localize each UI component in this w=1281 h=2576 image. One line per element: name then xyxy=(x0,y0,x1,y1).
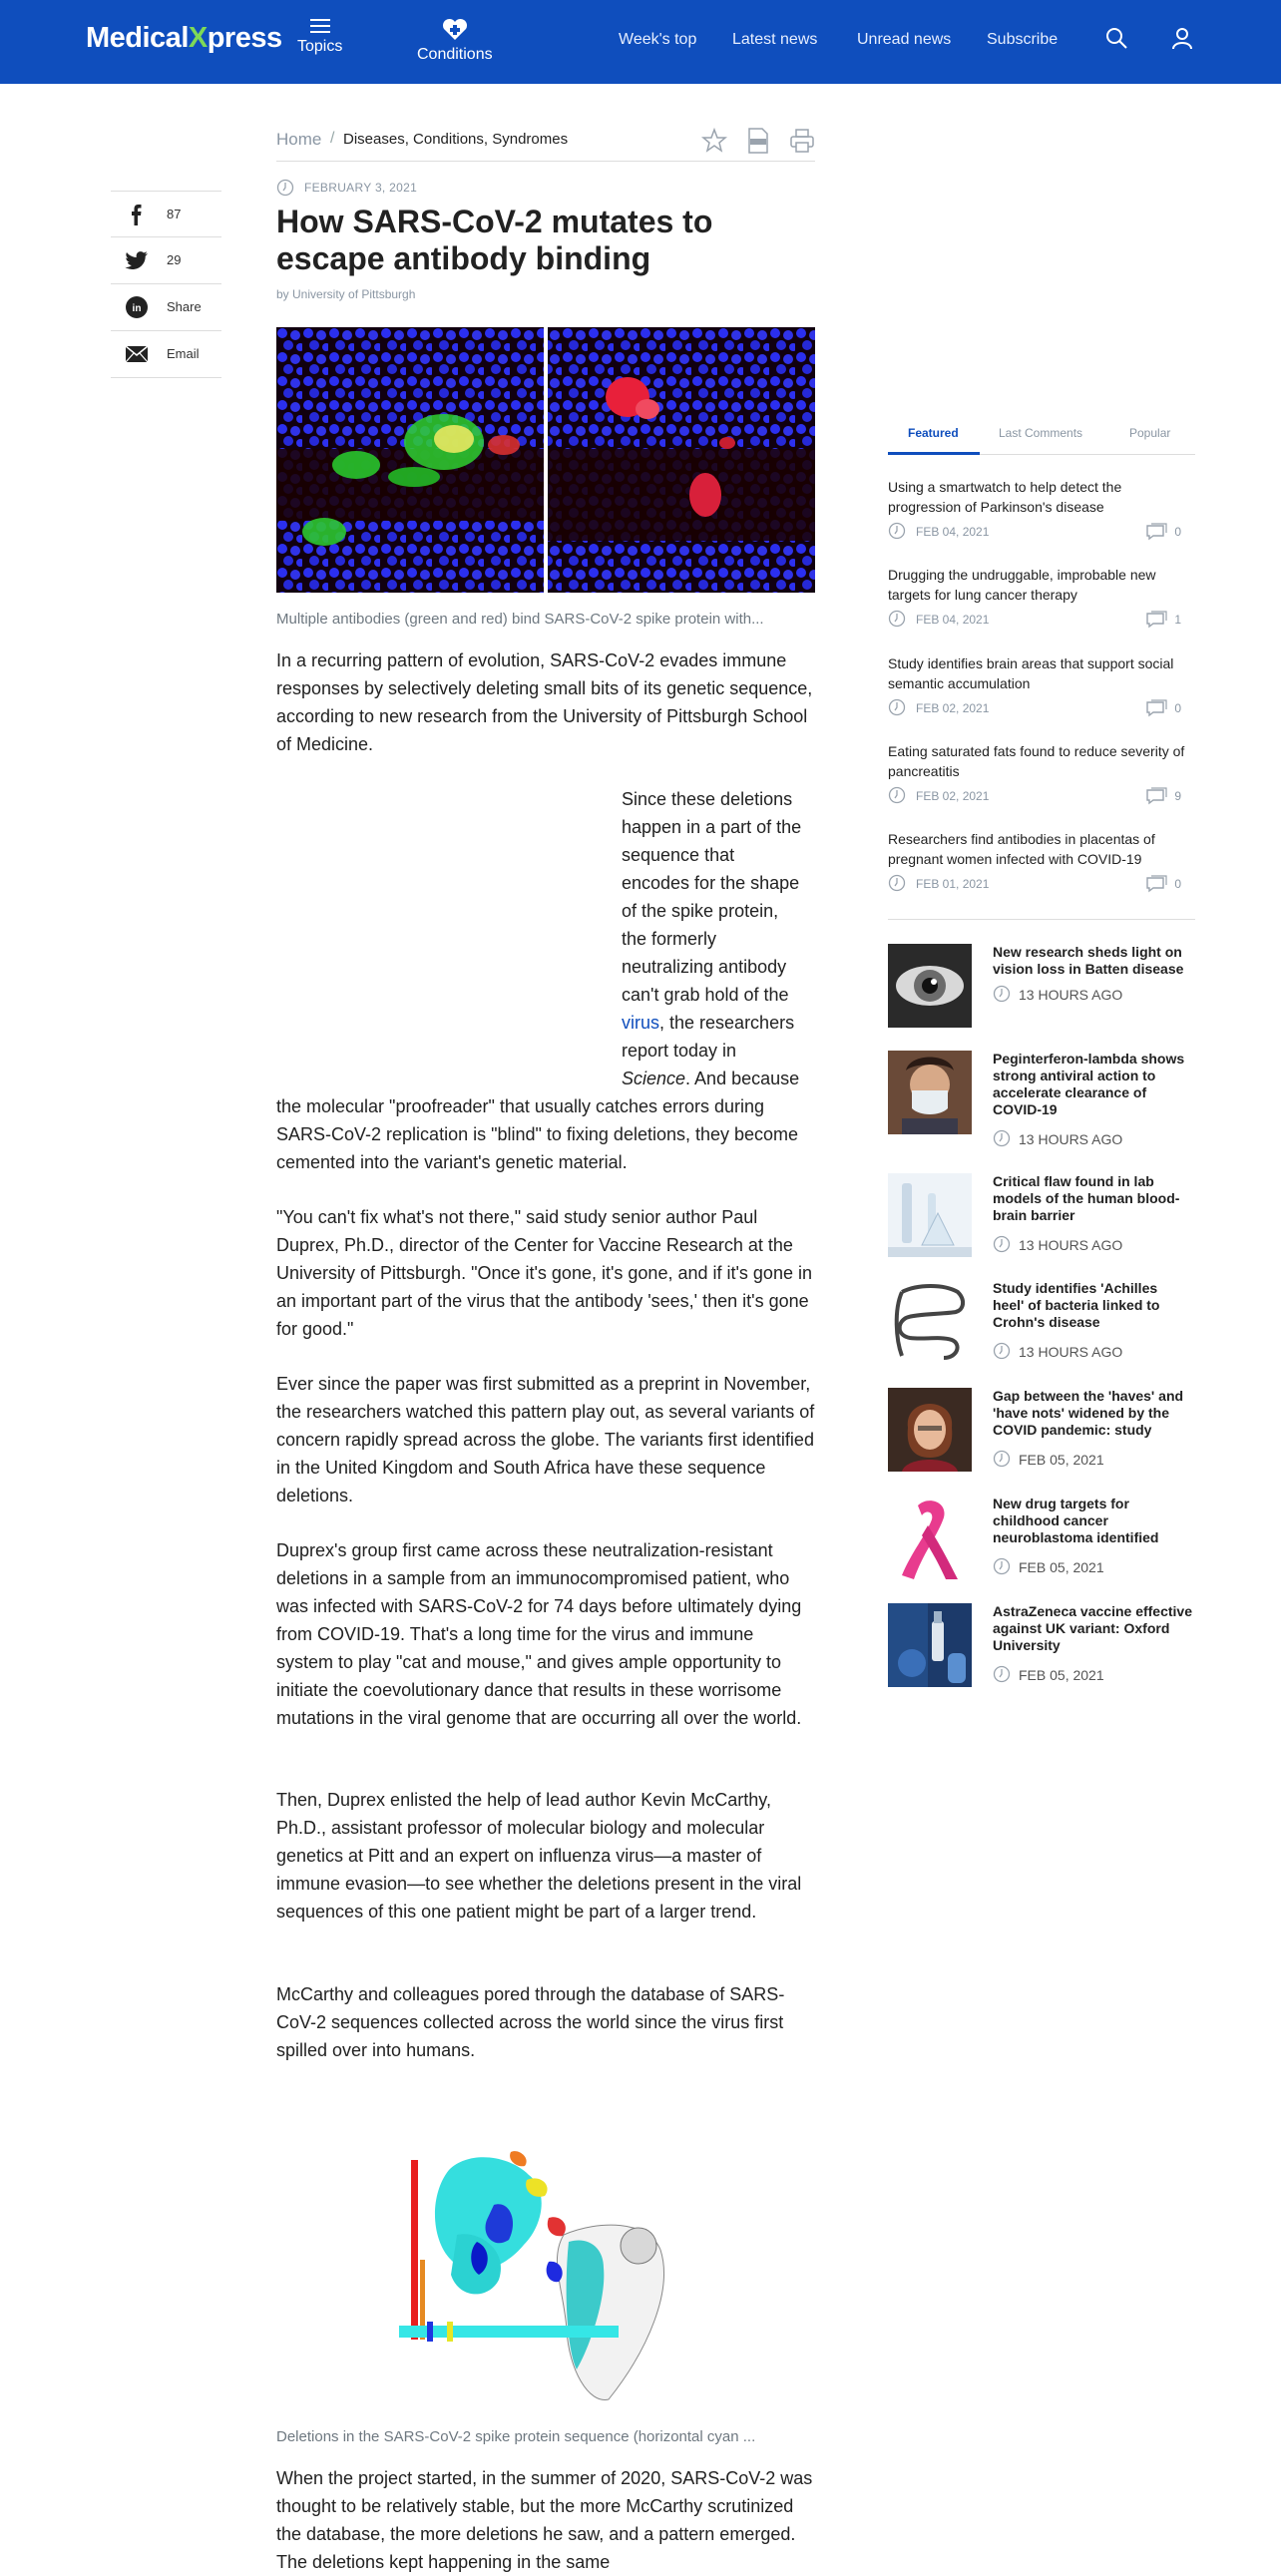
linkedin-label: Share xyxy=(167,299,202,314)
facebook-count: 87 xyxy=(167,207,182,221)
clock-icon xyxy=(888,698,906,716)
news-time-text: 13 HOURS AGO xyxy=(1019,1237,1123,1253)
news-title[interactable]: New research sheds light on vision loss in Batten disease xyxy=(993,944,1184,977)
article-byline: by University of Pittsburgh xyxy=(276,287,416,301)
news-thumbnail-lab[interactable] xyxy=(888,1173,972,1257)
article-title: How SARS-CoV-2 mutates to escape antibody binding xyxy=(276,204,713,276)
featured-item[interactable] xyxy=(888,653,1195,718)
tab-last-comments[interactable]: Last Comments xyxy=(999,426,1083,440)
news-time-text: FEB 05, 2021 xyxy=(1019,1667,1104,1683)
comment-icon xyxy=(1145,523,1167,541)
topics-label: Topics xyxy=(297,38,343,55)
breadcrumb xyxy=(276,128,815,162)
science-journal: Science xyxy=(622,1069,686,1088)
news-title[interactable]: New drug targets for childhood cancer neuroblastoma identified xyxy=(993,1496,1159,1545)
p2-line-7: neutralizing antibody xyxy=(622,957,787,977)
email-share[interactable] xyxy=(111,331,221,378)
comment-icon xyxy=(1145,787,1167,805)
tab-popular[interactable]: Popular xyxy=(1129,426,1171,440)
logo-x: X xyxy=(188,22,208,54)
search-button[interactable] xyxy=(1104,26,1128,55)
menu-icon xyxy=(309,18,331,34)
paragraph-6: Then, Duprex enlisted the help of lead author Kevin McCarthy, Ph.D., assistant professor of molecular biology and molecular genetics at Pitt and an expert on influenza virus—a master of immune evasion—to see whether the deletions present in the viral sequences of this one patient might be part of a larger trend. xyxy=(276,1790,802,1922)
conditions-label: Conditions xyxy=(417,46,493,63)
logo-text-right: press xyxy=(207,22,282,54)
article-date-text: FEBRUARY 3, 2021 xyxy=(304,181,418,195)
image-caption-1: Multiple antibodies (green and red) bind SARS-CoV-2 spike protein with... xyxy=(276,611,764,628)
unread-news-link[interactable]: Unread news xyxy=(857,31,952,48)
featured-title[interactable]: Study identifies brain areas that support social semantic accumulation xyxy=(888,655,1174,691)
sidebar-tabs xyxy=(888,417,1195,455)
news-item[interactable] xyxy=(888,944,1195,1030)
active-tab-indicator xyxy=(888,452,980,455)
featured-item[interactable] xyxy=(888,829,1195,894)
news-time-text: 13 HOURS AGO xyxy=(1019,987,1123,1003)
tab-featured[interactable]: Featured xyxy=(908,426,959,440)
clock-icon xyxy=(993,1665,1011,1683)
user-icon xyxy=(1170,26,1194,50)
heart-plus-icon xyxy=(441,18,469,42)
bookmark-button[interactable] xyxy=(701,128,727,159)
news-thumbnail-portrait[interactable] xyxy=(888,1388,972,1472)
news-item[interactable] xyxy=(888,1388,1195,1474)
featured-comment-count: 9 xyxy=(1174,789,1181,803)
sidebar-divider xyxy=(888,919,1195,920)
featured-date: FEB 04, 2021 xyxy=(916,525,990,539)
paragraph-4: Ever since the paper was first submitted as a preprint in November, the researchers watched this pattern play out, as several variants of concern rapidly spread across the globe. The variants first identified in the United Kingdom and South Africa have these sequence deletions. xyxy=(276,1374,815,1505)
email-label: Email xyxy=(167,346,200,361)
featured-comment-count: 0 xyxy=(1174,525,1181,539)
spike-protein-figure[interactable] xyxy=(399,2150,718,2405)
subscribe-link[interactable]: Subscribe xyxy=(987,31,1059,48)
paragraph-8: When the project started, in the summer of 2020, SARS-CoV-2 was thought to be relatively stable, but the more McCarthy scrutinized the database, the more deletions he saw, and a pattern emerged. The deletions kept happening in the same xyxy=(276,2468,813,2572)
facebook-icon xyxy=(125,204,149,225)
p2-tail: . And because xyxy=(685,1069,800,1088)
comment-icon xyxy=(1145,611,1167,629)
news-item[interactable] xyxy=(888,1603,1195,1689)
paragraph-2-column xyxy=(622,785,821,1092)
featured-item[interactable] xyxy=(888,565,1195,630)
clock-icon xyxy=(993,1342,1011,1360)
news-thumbnail-mask[interactable] xyxy=(888,1051,972,1134)
featured-title[interactable]: Eating saturated fats found to reduce severity of pancreatitis xyxy=(888,743,1185,779)
news-title[interactable]: Critical flaw found in lab models of the human blood-brain barrier xyxy=(993,1173,1180,1223)
comment-icon xyxy=(1145,875,1167,893)
paragraph-3: "You can't fix what's not there," said study senior author Paul Duprex, Ph.D., director of the Center for Vaccine Research at the University of Pittsburgh. "Once it's gone, it's gone, and if it's gone in an important part of the virus that the antibody 'sees,' then it's gone for good." xyxy=(276,1207,812,1339)
news-time-text: FEB 05, 2021 xyxy=(1019,1559,1104,1575)
image-caption-2: Deletions in the SARS-CoV-2 spike protein sequence (horizontal cyan ... xyxy=(276,2428,756,2445)
p2-line-4: encodes for the shape xyxy=(622,873,800,893)
latest-news-link[interactable]: Latest news xyxy=(732,31,818,48)
news-time-text: FEB 05, 2021 xyxy=(1019,1452,1104,1468)
facebook-share[interactable] xyxy=(111,191,221,237)
pdf-icon xyxy=(746,128,770,154)
clock-icon xyxy=(993,1557,1011,1575)
featured-comment-count: 0 xyxy=(1174,701,1181,715)
paragraph-5: Duprex's group first came across these neutralization-resistant deletions in a sample from an immunocompromised patient, who was infected with SARS-CoV-2 for 74 days before ultimately dying from COVID-19. That's a long time for the virus and immune system to play "cat and mouse," and gives ample opportunity to initiate the coevolutionary dance that results in these worrisome mutations in the viral genome that are occurring all over the world. xyxy=(276,1540,802,1728)
clock-icon xyxy=(993,1450,1011,1468)
logo-text-left: Medical xyxy=(86,22,189,54)
pdf-button[interactable] xyxy=(746,128,770,159)
virus-link[interactable]: virus xyxy=(622,1013,660,1033)
paragraph-1: In a recurring pattern of evolution, SARS-CoV-2 evades immune responses by selectively deleting small bits of its genetic sequence, according to new research from the University of Pittsburgh School of Medicine. xyxy=(276,650,813,754)
article-main-image[interactable] xyxy=(276,327,815,593)
clock-icon xyxy=(993,1235,1011,1253)
p2-line-2: happen in a part of the xyxy=(622,817,802,837)
linkedin-icon xyxy=(125,296,149,318)
linkedin-share[interactable] xyxy=(111,284,221,331)
share-bar xyxy=(111,191,221,378)
featured-date: FEB 01, 2021 xyxy=(916,877,990,891)
site-logo[interactable] xyxy=(86,22,282,55)
clock-icon xyxy=(276,179,294,197)
news-thumbnail-eye[interactable] xyxy=(888,944,972,1028)
p2-after-link: , the researchers xyxy=(659,1013,795,1033)
news-thumbnail-vaccine[interactable] xyxy=(888,1603,972,1687)
email-icon xyxy=(125,343,149,365)
p2-line-10: report today in xyxy=(622,1041,737,1061)
featured-title[interactable]: Researchers find antibodies in placentas of pregnant women infected with COVID-19 xyxy=(888,831,1155,867)
featured-date: FEB 02, 2021 xyxy=(916,701,990,715)
news-item[interactable] xyxy=(888,1051,1195,1147)
featured-date: FEB 02, 2021 xyxy=(916,789,990,803)
conditions-button[interactable] xyxy=(417,18,493,64)
p2-line-6: the formerly xyxy=(622,929,717,949)
p2-line-5: of the spike protein, xyxy=(622,901,779,921)
featured-comment-count: 1 xyxy=(1174,613,1181,627)
weeks-top-link[interactable]: Week's top xyxy=(619,31,697,48)
news-item[interactable] xyxy=(888,1280,1195,1366)
news-title[interactable]: Study identifies 'Achilles heel' of bacteria linked to Crohn's disease xyxy=(993,1280,1160,1330)
p2-line-3: sequence that xyxy=(622,845,735,865)
p2-line-8: can't grab hold of the xyxy=(622,985,789,1005)
breadcrumb-category-link[interactable]: Diseases, Conditions, Syndromes xyxy=(343,131,569,148)
breadcrumb-home-link[interactable]: Home xyxy=(276,130,322,149)
account-button[interactable] xyxy=(1170,26,1194,55)
clock-icon xyxy=(888,786,906,804)
news-thumbnail-intestine[interactable] xyxy=(888,1280,972,1364)
featured-item[interactable] xyxy=(888,741,1195,806)
breadcrumb-separator: / xyxy=(330,130,335,147)
twitter-icon xyxy=(125,249,149,271)
star-icon xyxy=(701,128,727,154)
twitter-count: 29 xyxy=(167,252,182,267)
printer-icon xyxy=(789,128,815,154)
news-time-text: 13 HOURS AGO xyxy=(1019,1131,1123,1147)
topics-button[interactable] xyxy=(297,18,342,56)
p2-line-1: Since these deletions xyxy=(622,789,793,809)
news-time-text: 13 HOURS AGO xyxy=(1019,1344,1123,1360)
paragraph-7: McCarthy and colleagues pored through the database of SARS-CoV-2 sequences collected across the world since the virus first spilled over into humans. xyxy=(276,1984,785,2060)
featured-title[interactable]: Drugging the undruggable, improbable new targets for lung cancer therapy xyxy=(888,567,1156,603)
clock-icon xyxy=(888,610,906,628)
featured-item[interactable] xyxy=(888,477,1195,542)
featured-date: FEB 04, 2021 xyxy=(916,613,990,627)
top-navigation-bar xyxy=(0,0,1281,84)
news-item[interactable] xyxy=(888,1496,1195,1581)
news-title[interactable]: Peginterferon-lambda shows strong antiviral action to accelerate clearance of COVID-19 xyxy=(993,1051,1185,1117)
comment-icon xyxy=(1145,699,1167,717)
paragraph-2-rest: the molecular "proofreader" that usually catches errors during SARS-CoV-2 replication is "blind" to fixing deletions, they become cemented into the variant's genetic material. xyxy=(276,1096,799,1172)
news-title[interactable]: Gap between the 'haves' and 'have nots' widened by the COVID pandemic: study xyxy=(993,1388,1184,1438)
print-button[interactable] xyxy=(789,128,815,159)
clock-icon xyxy=(993,985,1011,1003)
svg-text:in: in xyxy=(132,303,142,314)
clock-icon xyxy=(993,1129,1011,1147)
featured-comment-count: 0 xyxy=(1174,877,1181,891)
news-item[interactable] xyxy=(888,1173,1195,1259)
clock-icon xyxy=(888,522,906,540)
clock-icon xyxy=(888,874,906,892)
news-thumbnail-ribbon[interactable] xyxy=(888,1496,972,1579)
twitter-share[interactable] xyxy=(111,237,221,284)
news-title[interactable]: AstraZeneca vaccine effective against UK variant: Oxford University xyxy=(993,1603,1192,1653)
featured-title[interactable]: Using a smartwatch to help detect the progression of Parkinson's disease xyxy=(888,479,1122,515)
search-icon xyxy=(1104,26,1128,50)
